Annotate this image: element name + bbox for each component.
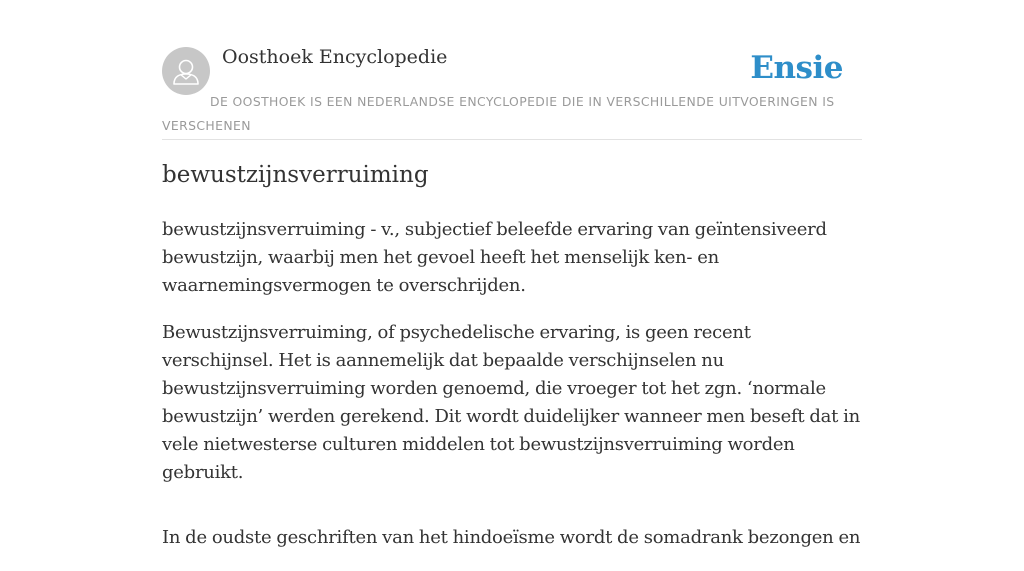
source-avatar[interactable] <box>162 47 210 95</box>
article-paragraph: bewustzijnsverruiming - v., subjectief beleefde ervaring van geïntensiveerd bewustzijn, waarbij men het gevoel heeft het menselijk ken- en waarnemingsvermogen te overschrijden. <box>162 219 827 296</box>
user-silhouette-icon <box>162 47 210 95</box>
source-description: DE OOSTHOEK IS EEN NEDERLANDSE ENCYCLOPEDIE DIE IN VERSCHILLENDE UITVOERINGEN IS VERSCHENEN <box>162 94 835 133</box>
content-container <box>162 0 862 548</box>
ensie-logo-link[interactable]: Ensie <box>750 50 843 86</box>
source-header <box>162 0 862 140</box>
article-title: bewustzijnsverruiming <box>162 162 429 188</box>
source-name-link[interactable]: Oosthoek Encyclopedie <box>222 46 448 68</box>
article-body <box>162 216 862 571</box>
article-paragraph: In de oudste geschriften van het hindoeïsme wordt de somadrank bezongen en <box>162 527 861 548</box>
article-paragraph: Bewustzijnsverruiming, of psychedelische ervaring, is geen recent verschijnsel. Het is aannemelijk dat bepaalde verschijnselen nu bewustzijnsverruiming worden genoemd, die vroeger tot het zgn. ‘normale bewustzijn’ werden gerekend. Dit wordt duidelijker wanneer men beseft dat in vele nietwesterse culturen middelen tot bewustzijnsverruiming worden gebruikt. <box>162 322 860 483</box>
